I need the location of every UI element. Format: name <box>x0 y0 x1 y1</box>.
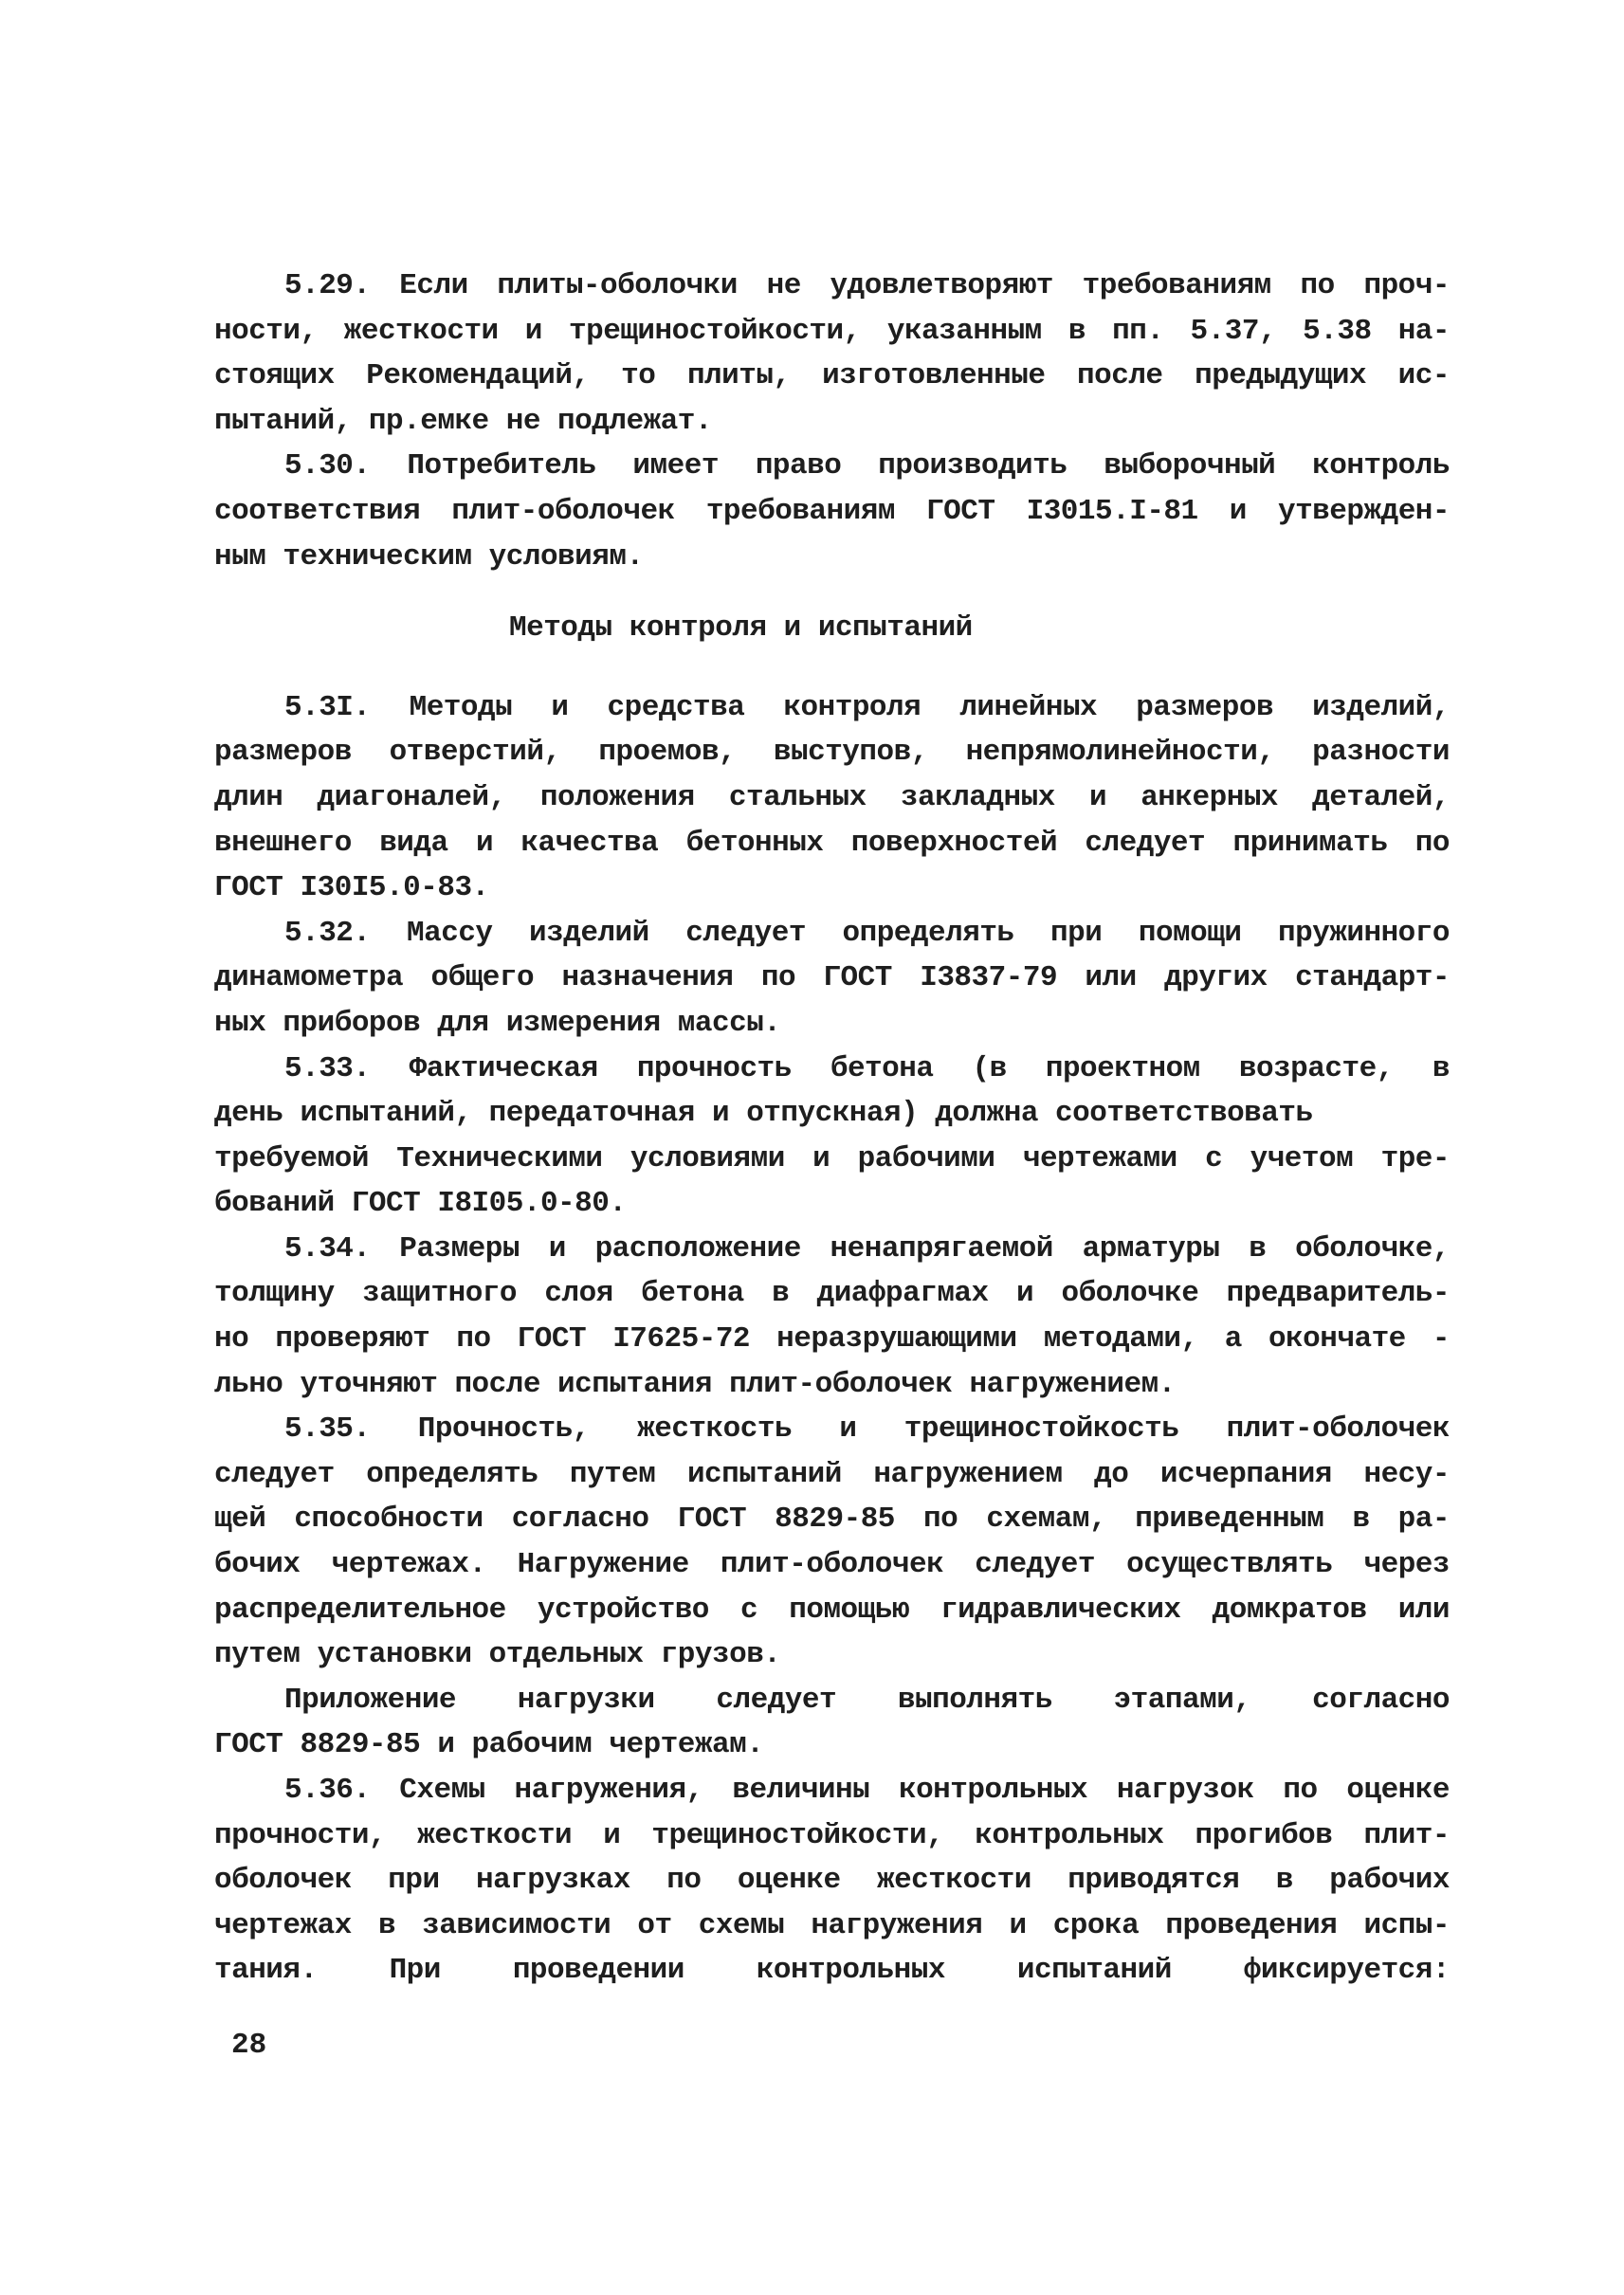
section-before-heading <box>214 264 1450 579</box>
text-line: стоящих Рекомендаций, то плиты, изготовленные после предыдущих ис- <box>214 359 1450 393</box>
paragraph <box>214 1407 1450 1678</box>
text-line: льно уточняют после испытания плит-оболочек нагружением. <box>214 1367 1176 1401</box>
text-line: день испытаний, передаточная и отпускная) должна соответствовать <box>214 1097 1313 1131</box>
paragraph <box>214 264 1450 444</box>
text-line: требуемой Техническими условиями и рабочими чертежами с учетом тре- <box>214 1141 1450 1175</box>
text-line: 5.30. Потребитель имеет право производить выборочный контроль <box>284 449 1450 483</box>
paragraph <box>214 444 1450 579</box>
text-line: прочности, жесткости и трещиностойкости, контрольных прогибов плит- <box>214 1818 1450 1852</box>
text-line: 5.36. Схемы нагружения, величины контрольных нагрузок по оценке <box>284 1774 1450 1807</box>
page-number: 28 <box>231 2029 267 2062</box>
paragraph <box>214 1768 1450 1994</box>
text-line: щей способности согласно ГОСТ 8829-85 по схемам, приведенным в ра- <box>214 1503 1450 1537</box>
text-line: 5.32. Массу изделий следует определять при помощи пружинного <box>284 916 1450 950</box>
text-line: 5.35. Прочность, жесткость и трещиностойкость плит-оболочек <box>284 1412 1450 1447</box>
text-line: следует определять путем испытаний нагружением до исчерпания несу- <box>214 1457 1450 1491</box>
text-line: ГОСТ I30I5.0-83. <box>214 871 489 905</box>
paragraph <box>214 1227 1450 1407</box>
text-line: соответствия плит-оболочек требованиям ГОСТ I3015.I-81 и утвержден- <box>214 494 1450 528</box>
text-line: длин диагоналей, положения стальных закладных и анкерных деталей, <box>214 780 1450 814</box>
text-line: ности, жесткости и трещиностойкости, указанным в пп. 5.37, 5.38 на- <box>214 314 1450 348</box>
text-line: оболочек при нагрузках по оценке жесткости приводятся в рабочих <box>214 1864 1450 1898</box>
text-line: ных приборов для измерения массы. <box>214 1006 781 1040</box>
text-line: 5.3I. Методы и средства контроля линейных размеров изделий, <box>284 690 1450 724</box>
paragraph <box>214 685 1450 911</box>
paragraph <box>214 1678 1450 1768</box>
text-line: 5.34. Размеры и расположение ненапрягаемой арматуры в оболочке, <box>284 1231 1450 1266</box>
paragraph <box>214 911 1450 1047</box>
text-line: бочих чертежах. Нагружение плит-оболочек следует осуществлять через <box>214 1548 1450 1582</box>
text-line: путем установки отдельных грузов. <box>214 1638 781 1672</box>
document-body <box>214 264 1450 1994</box>
text-line: тания. При проведении контрольных испытаний фиксируется: <box>214 1954 1450 1988</box>
section-heading: Методы контроля и испытаний <box>509 611 973 646</box>
text-line: распределительное устройство с помощью гидравлических домкратов или <box>214 1593 1450 1627</box>
text-line: ГОСТ 8829-85 и рабочим чертежам. <box>214 1728 764 1762</box>
paragraph <box>214 1047 1450 1227</box>
text-line: 5.33. Фактическая прочность бетона (в проектном возрасте, в <box>284 1051 1450 1085</box>
text-line: толщину защитного слоя бетона в диафрагмах и оболочке предваритель- <box>214 1277 1450 1311</box>
text-line: ным техническим условиям. <box>214 539 644 574</box>
text-line: Приложение нагрузки следует выполнять этапами, согласно <box>284 1683 1450 1717</box>
text-line: 5.29. Если плиты-оболочки не удовлетворяют требованиям по проч- <box>284 269 1450 302</box>
text-line: размеров отверстий, проемов, выступов, непрямолинейности, разности <box>214 736 1450 770</box>
text-line: бований ГОСТ I8I05.0-80. <box>214 1187 627 1221</box>
text-line: динамометра общего назначения по ГОСТ I3837-79 или других стандарт- <box>214 961 1450 995</box>
text-line: чертежах в зависимости от схемы нагружения и срока проведения испы- <box>214 1908 1450 1942</box>
text-line: пытаний, пр.емке не подлежат. <box>214 404 712 438</box>
text-line: внешнего вида и качества бетонных поверхностей следует принимать по <box>214 826 1450 860</box>
text-line: но проверяют по ГОСТ I7625-72 неразрушающими методами, а окончате - <box>214 1322 1450 1357</box>
section-after-heading <box>214 685 1450 1994</box>
